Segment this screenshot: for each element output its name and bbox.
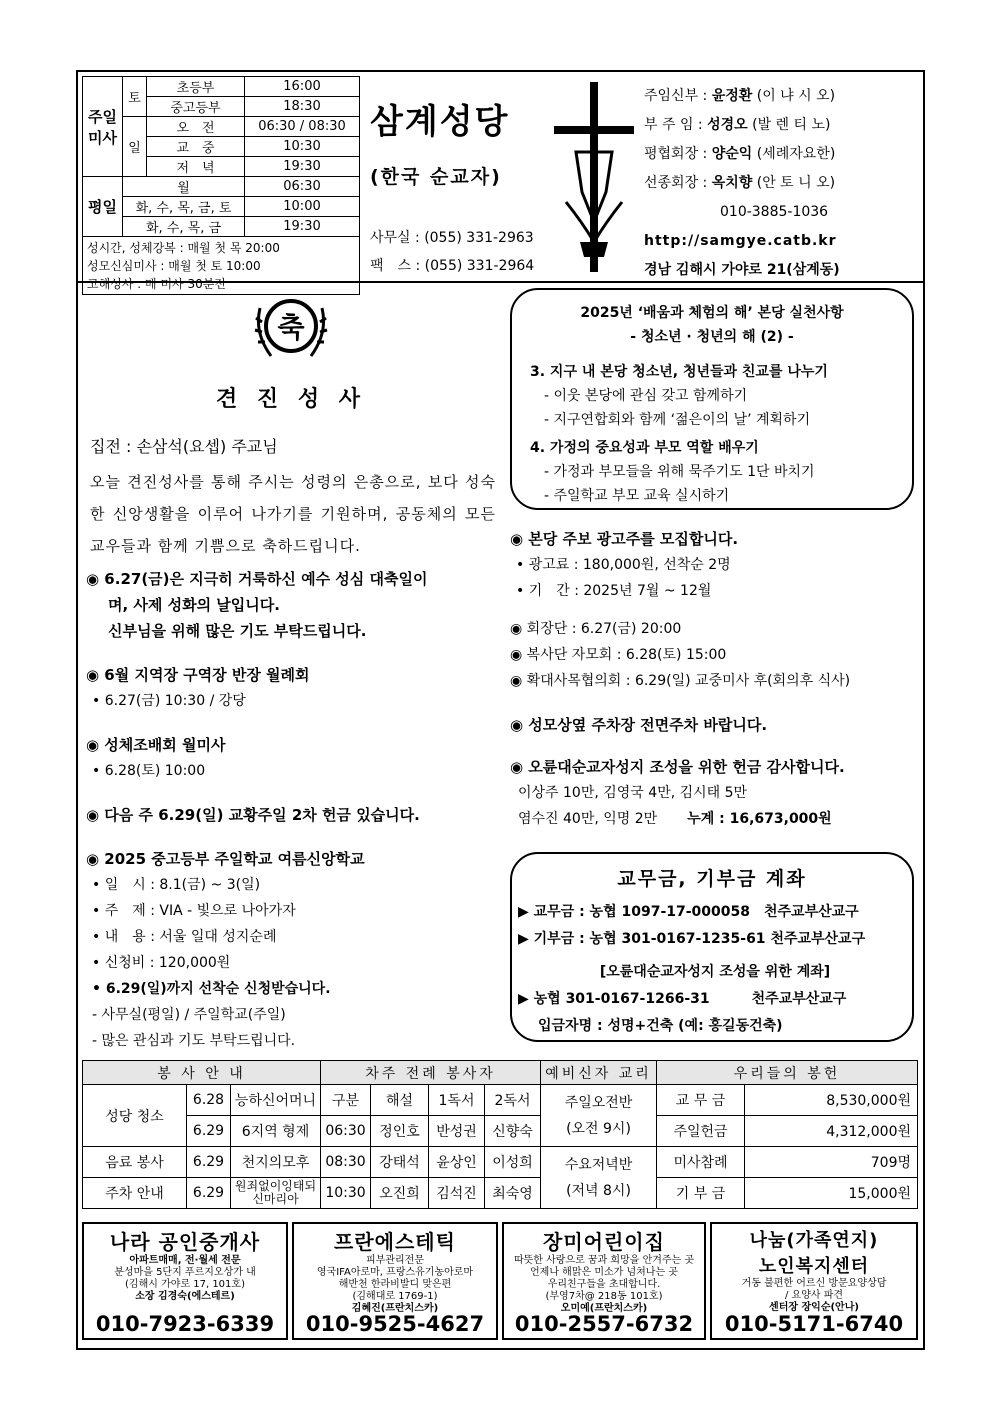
left-notices xyxy=(86,566,502,1054)
mass-group: 교 중 xyxy=(147,137,245,157)
ad-line: 센터장 장익순(안나) xyxy=(769,1302,859,1313)
liturgy-cell: 10:30 xyxy=(321,1178,371,1209)
staff-row: 주임신부 : 윤정환 (이 냐 시 오) xyxy=(644,88,836,104)
notice-line: 신부님을 위해 많은 기도 부탁드립니다. xyxy=(108,622,367,640)
service-who: 천지의모후 xyxy=(231,1147,321,1178)
offering-value: 709명 xyxy=(745,1147,918,1178)
accounts-box xyxy=(510,852,914,1042)
ad-line: 아파트매매, 전·월세 전문 xyxy=(129,1255,241,1266)
notice-title: ◉ 2025 중고등부 주일학교 여름신앙학교 xyxy=(86,850,365,868)
header-service: 봉 사 안 내 xyxy=(83,1061,321,1085)
ad-name-2: 노인복지센터 xyxy=(758,1256,870,1277)
offering-value: 15,000원 xyxy=(745,1178,918,1209)
accounts-title: 교무금, 기부금 계좌 xyxy=(617,868,807,890)
confirmation-body: 오늘 견진성사를 통해 주시는 성령의 은총으로, 보다 성숙한 신앙생활을 이루어 나가기를 기원하며, 공동체의 모든 교우들과 함께 기쁨으로 축하드립니다. xyxy=(90,473,496,555)
mass-time: 10:00 xyxy=(245,197,360,217)
mass-group: 화, 수, 목, 금 xyxy=(123,217,245,237)
ad-line: 해반천 한라비발디 맞은편 xyxy=(338,1279,452,1290)
meeting-line: ◉ 회장단 : 6.27(금) 20:00 xyxy=(510,621,682,637)
office-phone: 사무실 : (055) 331-2963 xyxy=(370,230,534,246)
ad-line: 김혜진(프란치스카) xyxy=(351,1303,439,1314)
account-row: ▶ 기부금 : 농협 301-0167-1235-61 천주교부산교구 xyxy=(518,931,866,947)
sunday-label: 주일 xyxy=(88,107,117,126)
mass-schedule: 주일 미사 토 초등부 16:00 중고등부 18:30 일 오 전 06:30 / 08:30 교 중 10:30 저 녁 19:30 평일 월 06:30 화, 수, 목, 금, 토 10:00 화, 수, 목, 금 19:30 성시간, 성체강복 : 매월 첫 목 20:00 성모신심미사 : 매월 첫 토 10:00 고해성사 : 매 미사 30분전 xyxy=(82,76,360,295)
confirmation-officiant: 집전 : 손삼석(요셉) 주교님 xyxy=(90,437,278,456)
pastoral-item-head: 3. 지구 내 본당 청소년, 청년들과 친교를 나누기 xyxy=(530,364,828,380)
notice-title: ◉ 성체조배회 월미사 xyxy=(86,736,226,754)
header-liturgy: 차주 전례 봉사자 xyxy=(321,1061,541,1085)
celebration-badge: 축 xyxy=(277,311,305,344)
confirmation-title: 견 진 성 사 xyxy=(216,386,366,412)
offering-value: 4,312,000원 xyxy=(745,1116,918,1147)
ad-phone: 010-9525-4627 xyxy=(305,1312,485,1336)
catechism-pm: 수요저녁반 (저녁 8시) xyxy=(541,1147,657,1209)
sat-label: 토 xyxy=(123,77,147,117)
accounts-list xyxy=(518,899,912,1040)
church-patron: (한국 순교자) xyxy=(370,166,502,188)
deposit-note: 입금자명 : 성명+건축 (예: 홍길동건축) xyxy=(538,1018,783,1034)
notice-line: • 기 간 : 2025년 7월 ~ 12월 xyxy=(516,583,712,599)
pastoral-item-head: 4. 가정의 중요성과 부모 역할 배우기 xyxy=(530,440,759,456)
bulletin-frame xyxy=(76,70,925,1350)
notice-title: ◉ 6.27(금)은 지극히 거룩하신 예수 성심 대축일이 xyxy=(86,570,428,588)
right-notices xyxy=(510,526,922,832)
ad-name: 나라 공인중개사 xyxy=(109,1230,261,1254)
pastoral-box xyxy=(510,288,914,510)
notice-line: - 사무실(평일) / 주일학교(주일) xyxy=(92,1007,286,1023)
ad-welfare-center xyxy=(710,1222,918,1340)
pastoral-item-sub: - 주일학교 부모 교육 실시하기 xyxy=(544,488,730,504)
donation-line: 염수진 40만, 익명 2만 누계 : 16,673,000원 xyxy=(518,811,832,827)
ad-phone: 010-7923-6339 xyxy=(95,1312,275,1336)
service-date: 6.29 xyxy=(187,1178,231,1209)
notice-line: • 6.28(토) 10:00 xyxy=(92,763,206,779)
mass-time: 19:30 xyxy=(245,217,360,237)
ad-line: 언제나 해맑은 미소가 넘쳐나는 곳 xyxy=(530,1267,678,1278)
ad-line: (부영7차@ 218동 101호) xyxy=(545,1291,663,1302)
service-who: 능하신어머니 xyxy=(231,1085,321,1116)
mass-time: 18:30 xyxy=(245,97,360,117)
notice-line: • 내 용 : 서울 일대 성지순례 xyxy=(92,929,277,945)
contact-phone: 010-3885-1036 xyxy=(720,204,829,220)
drink-label: 음료 봉사 xyxy=(83,1147,187,1178)
ad-line: 소장 김경숙(에스테르) xyxy=(135,1291,235,1302)
staff-row: 부 주 임 : 성경오 (발 렌 티 노) xyxy=(644,117,831,133)
mass-time: 19:30 xyxy=(245,157,360,177)
liturgy-cell: 최숙영 xyxy=(485,1178,541,1209)
ad-line: 영국IFA아로마, 프랑스유기농아로마 xyxy=(316,1267,474,1278)
account-row: ▶ 교무금 : 농협 1097-17-000058 천주교부산교구 xyxy=(518,904,859,920)
liturgy-cell: 김석진 xyxy=(429,1178,485,1209)
liturgy-cell: 오진희 xyxy=(371,1178,429,1209)
liturgy-cell: 반성권 xyxy=(429,1116,485,1147)
ad-line: 따뜻한 사랑으로 꿈과 희망을 안겨주는 곳 xyxy=(513,1255,695,1266)
mass-group: 저 녁 xyxy=(147,157,245,177)
notice-line: • 6.29(일)까지 선착순 신청받습니다. xyxy=(92,981,331,997)
fax-number: 팩 스 : (055) 331-2964 xyxy=(370,258,535,274)
notice-line: - 많은 관심과 기도 부탁드립니다. xyxy=(92,1033,296,1049)
pastoral-title: 2025년 ‘배움과 체험의 해’ 본당 실천사항 xyxy=(580,305,844,321)
pastoral-items xyxy=(530,360,912,508)
notice-title: ◉ 6월 지역장 구역장 반장 월례회 xyxy=(86,666,310,684)
mass-time: 10:30 xyxy=(245,137,360,157)
liturgy-cell: 08:30 xyxy=(321,1147,371,1178)
church-address: 경남 김해시 가야로 21(삼계동) xyxy=(644,262,840,278)
ad-esthetic xyxy=(292,1222,498,1340)
service-date: 6.29 xyxy=(187,1147,231,1178)
ad-line: 피부관리전문 xyxy=(366,1255,424,1266)
notice-line: • 광고료 : 180,000원, 선착순 2명 xyxy=(516,557,731,573)
liturgy-cell: 1독서 xyxy=(429,1085,485,1116)
notice-line: • 일 시 : 8.1(금) ~ 3(일) xyxy=(92,877,261,893)
donation-title: ◉ 오륜대순교자성지 조성을 위한 헌금 감사합니다. xyxy=(510,758,845,776)
mass-time: 16:00 xyxy=(245,77,360,97)
parking-notice: ◉ 성모상옆 주차장 전면주차 바랍니다. xyxy=(510,716,768,734)
ad-line: 오미예(프란치스카) xyxy=(560,1303,648,1314)
church-name: 삼계성당 xyxy=(370,102,510,142)
website-link[interactable]: http://samgye.catb.kr xyxy=(644,233,837,249)
meeting-line: ◉ 확대사목협의회 : 6.29(일) 교중미사 후(회의후 식사) xyxy=(510,673,851,689)
account-row: ▶ 농협 301-0167-1266-31 천주교부산교구 xyxy=(518,991,847,1007)
ad-line: 우리친구들을 초대합니다. xyxy=(547,1279,661,1290)
donation-line: 이상주 10만, 김영국 4만, 김시태 5만 xyxy=(518,785,748,801)
service-date: 6.28 xyxy=(187,1085,231,1116)
pastoral-item-sub: - 지구연합회와 함께 ‘젊은이의 날’ 계획하기 xyxy=(544,412,811,428)
mass-time: 06:30 xyxy=(245,177,360,197)
cleaning-label: 성당 청소 xyxy=(83,1085,187,1147)
liturgy-cell: 06:30 xyxy=(321,1116,371,1147)
liturgy-cell: 정인호 xyxy=(371,1116,429,1147)
pastoral-subtitle: - 청소년 · 청년의 해 (2) - xyxy=(630,329,794,345)
service-who: 6지역 형제 xyxy=(231,1116,321,1147)
ad-name: 나눔(가족연지) xyxy=(749,1230,879,1251)
meeting-line: ◉ 복사단 자모회 : 6.28(토) 15:00 xyxy=(510,647,727,663)
service-date: 6.29 xyxy=(187,1116,231,1147)
liturgy-cell: 윤상인 xyxy=(429,1147,485,1178)
header-divider xyxy=(78,281,923,283)
sun-label: 일 xyxy=(123,117,147,177)
header-catechism: 예비신자 교리 xyxy=(541,1061,657,1085)
liturgy-cell: 강태석 xyxy=(371,1147,429,1178)
donation-total: 누계 : 16,673,000원 xyxy=(687,811,832,827)
ad-realty xyxy=(82,1222,288,1340)
notice-line: 며, 사제 성화의 날입니다. xyxy=(108,596,280,614)
mass-group: 초등부 xyxy=(147,77,245,97)
notice-title: ◉ 다음 주 6.29(일) 교황주일 2차 헌금 있습니다. xyxy=(86,806,420,824)
special-account-title: [오륜대순교자성지 조성을 위한 계좌] xyxy=(599,964,831,980)
notice-title: ◉ 본당 주보 광고주를 모집합니다. xyxy=(510,530,739,548)
ad-line: / 요양사 파견 xyxy=(784,1290,844,1301)
offering-label: 주일헌금 xyxy=(657,1116,745,1147)
staff-row: 선종회장 : 옥치향 (안 토 니 오) xyxy=(644,175,836,191)
cross-sword-logo xyxy=(546,82,642,272)
pastoral-item-sub: - 가정과 부모들을 위해 묵주기도 1단 바치기 xyxy=(544,464,815,480)
parking-label: 주차 안내 xyxy=(83,1178,187,1209)
notice-line: • 주 제 : VIA - 빛으로 나아가자 xyxy=(92,903,296,919)
service-table xyxy=(82,1060,918,1209)
offering-value: 8,530,000원 xyxy=(745,1085,918,1116)
staff-row: 평협회장 : 양순익 (세례자요한) xyxy=(644,146,836,162)
ad-name: 장미어린이집 xyxy=(543,1230,665,1254)
liturgy-cell: 해설 xyxy=(371,1085,429,1116)
ad-name: 프란에스테틱 xyxy=(334,1230,456,1254)
liturgy-cell: 구분 xyxy=(321,1085,371,1116)
ad-line: (김해대로 1769-1) xyxy=(352,1291,438,1302)
notice-line: • 6.27(금) 10:30 / 강당 xyxy=(92,693,246,709)
mass-group: 중고등부 xyxy=(147,97,245,117)
staff-list xyxy=(644,82,924,285)
mass-group: 월 xyxy=(123,177,245,197)
offering-label: 미사참례 xyxy=(657,1147,745,1178)
liturgy-cell: 신향숙 xyxy=(485,1116,541,1147)
liturgy-cell: 2독서 xyxy=(485,1085,541,1116)
mass-time: 06:30 / 08:30 xyxy=(245,117,360,137)
weekday-label: 평일 xyxy=(83,177,123,237)
ad-line: (김해시 가야로 17, 101호) xyxy=(125,1279,245,1290)
ad-kindergarten xyxy=(502,1222,706,1340)
mass-group: 오 전 xyxy=(147,117,245,137)
mass-notes: 성시간, 성체강복 : 매월 첫 목 20:00 성모신심미사 : 매월 첫 토 10:00 고해성사 : 매 미사 30분전 xyxy=(83,237,360,295)
mass-group: 화, 수, 목, 금, 토 xyxy=(123,197,245,217)
header-offering: 우리들의 봉헌 xyxy=(657,1061,918,1085)
offering-label: 기 부 금 xyxy=(657,1178,745,1209)
ad-line: 분성마을 5단지 푸르지오상가 내 xyxy=(114,1267,256,1278)
pastoral-item-sub: - 이웃 본당에 관심 갖고 함께하기 xyxy=(544,388,748,404)
ad-phone: 010-2557-6732 xyxy=(514,1312,694,1336)
offering-label: 교 무 금 xyxy=(657,1085,745,1116)
notice-line: • 신청비 : 120,000원 xyxy=(92,955,231,971)
catechism-am: 주일오전반 (오전 9시) xyxy=(541,1085,657,1147)
service-who: 원죄없이잉태되신마리아 xyxy=(231,1178,321,1209)
liturgy-cell: 이성희 xyxy=(485,1147,541,1178)
ad-line: 거동 불편한 어르신 방문요양상담 xyxy=(741,1278,887,1289)
ad-phone: 010-5171-6740 xyxy=(724,1312,904,1336)
